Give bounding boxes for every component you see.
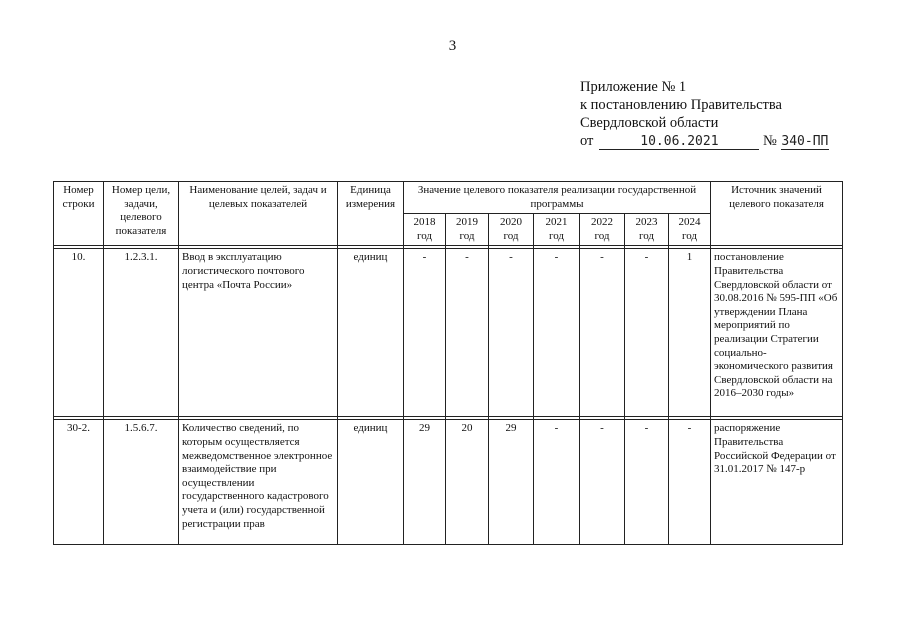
cell-name: Количество сведений, по которым осуществляется межведомственное электронное взаимодействие при осуществлении государственного кадастрового учета и (или) государственной регистрации прав <box>179 420 338 545</box>
appendix-region: Свердловской области <box>580 115 719 131</box>
appendix-date-number <box>580 132 829 150</box>
cell-value: 1 <box>669 249 711 417</box>
cell-value: - <box>404 249 446 417</box>
indicators-table <box>53 181 843 545</box>
cell-value: 29 <box>489 420 534 545</box>
cell-value: - <box>580 420 625 545</box>
from-label: от <box>580 133 594 149</box>
page-number: 3 <box>448 38 457 54</box>
header-name: Наименование целей, задач и целевых показателей <box>179 182 338 246</box>
header-year: 2018 год <box>404 214 446 246</box>
header-goal-no: Номер цели, задачи, целевого показателя <box>104 182 179 246</box>
cell-goal-no: 1.5.6.7. <box>104 420 179 545</box>
cell-value: 20 <box>446 420 489 545</box>
cell-value: - <box>625 249 669 417</box>
appendix-header <box>580 78 829 150</box>
cell-row-no: 10. <box>54 249 104 417</box>
resolution-number: 340-ПП <box>781 134 829 149</box>
cell-value: - <box>446 249 489 417</box>
header-year: 2022 год <box>580 214 625 246</box>
header-year: 2020 год <box>489 214 534 246</box>
cell-source: распоряжение Правительства Российской Федерации от 31.01.2017 № 147-р <box>711 420 843 545</box>
cell-value: - <box>489 249 534 417</box>
cell-goal-no: 1.2.3.1. <box>104 249 179 417</box>
cell-unit: единиц <box>338 420 404 545</box>
header-year: 2019 год <box>446 214 489 246</box>
cell-source: постановление Правительства Свердловской области от 30.08.2016 № 595-ПП «Об утверждении Плана мероприятий по реализации Стратегии социально-экономического развития Свердловской области на 2016–2030 годы» <box>711 249 843 417</box>
header-year: 2023 год <box>625 214 669 246</box>
cell-unit: единиц <box>338 249 404 417</box>
resolution-date: 10.06.2021 <box>599 134 759 150</box>
header-year: 2024 год <box>669 214 711 246</box>
header-year: 2021 год <box>534 214 580 246</box>
cell-value: 29 <box>404 420 446 545</box>
header-value-group: Значение целевого показателя реализации государственной программы <box>404 182 711 214</box>
header-source: Источник значений целевого показателя <box>711 182 843 246</box>
header-unit: Единица измерения <box>338 182 404 246</box>
cell-row-no: 30-2. <box>54 420 104 545</box>
cell-value: - <box>625 420 669 545</box>
cell-value: - <box>580 249 625 417</box>
cell-value: - <box>534 249 580 417</box>
header-row-1 <box>54 182 843 214</box>
number-label: № <box>763 133 777 149</box>
table-row <box>54 249 843 417</box>
table-row <box>54 420 843 545</box>
cell-value: - <box>534 420 580 545</box>
appendix-reference: к постановлению Правительства <box>580 97 782 113</box>
cell-value: - <box>669 420 711 545</box>
cell-name: Ввод в эксплуатацию логистического почтового центра «Почта России» <box>179 249 338 417</box>
header-row-no: Номер строки <box>54 182 104 246</box>
appendix-title: Приложение № 1 <box>580 79 687 95</box>
